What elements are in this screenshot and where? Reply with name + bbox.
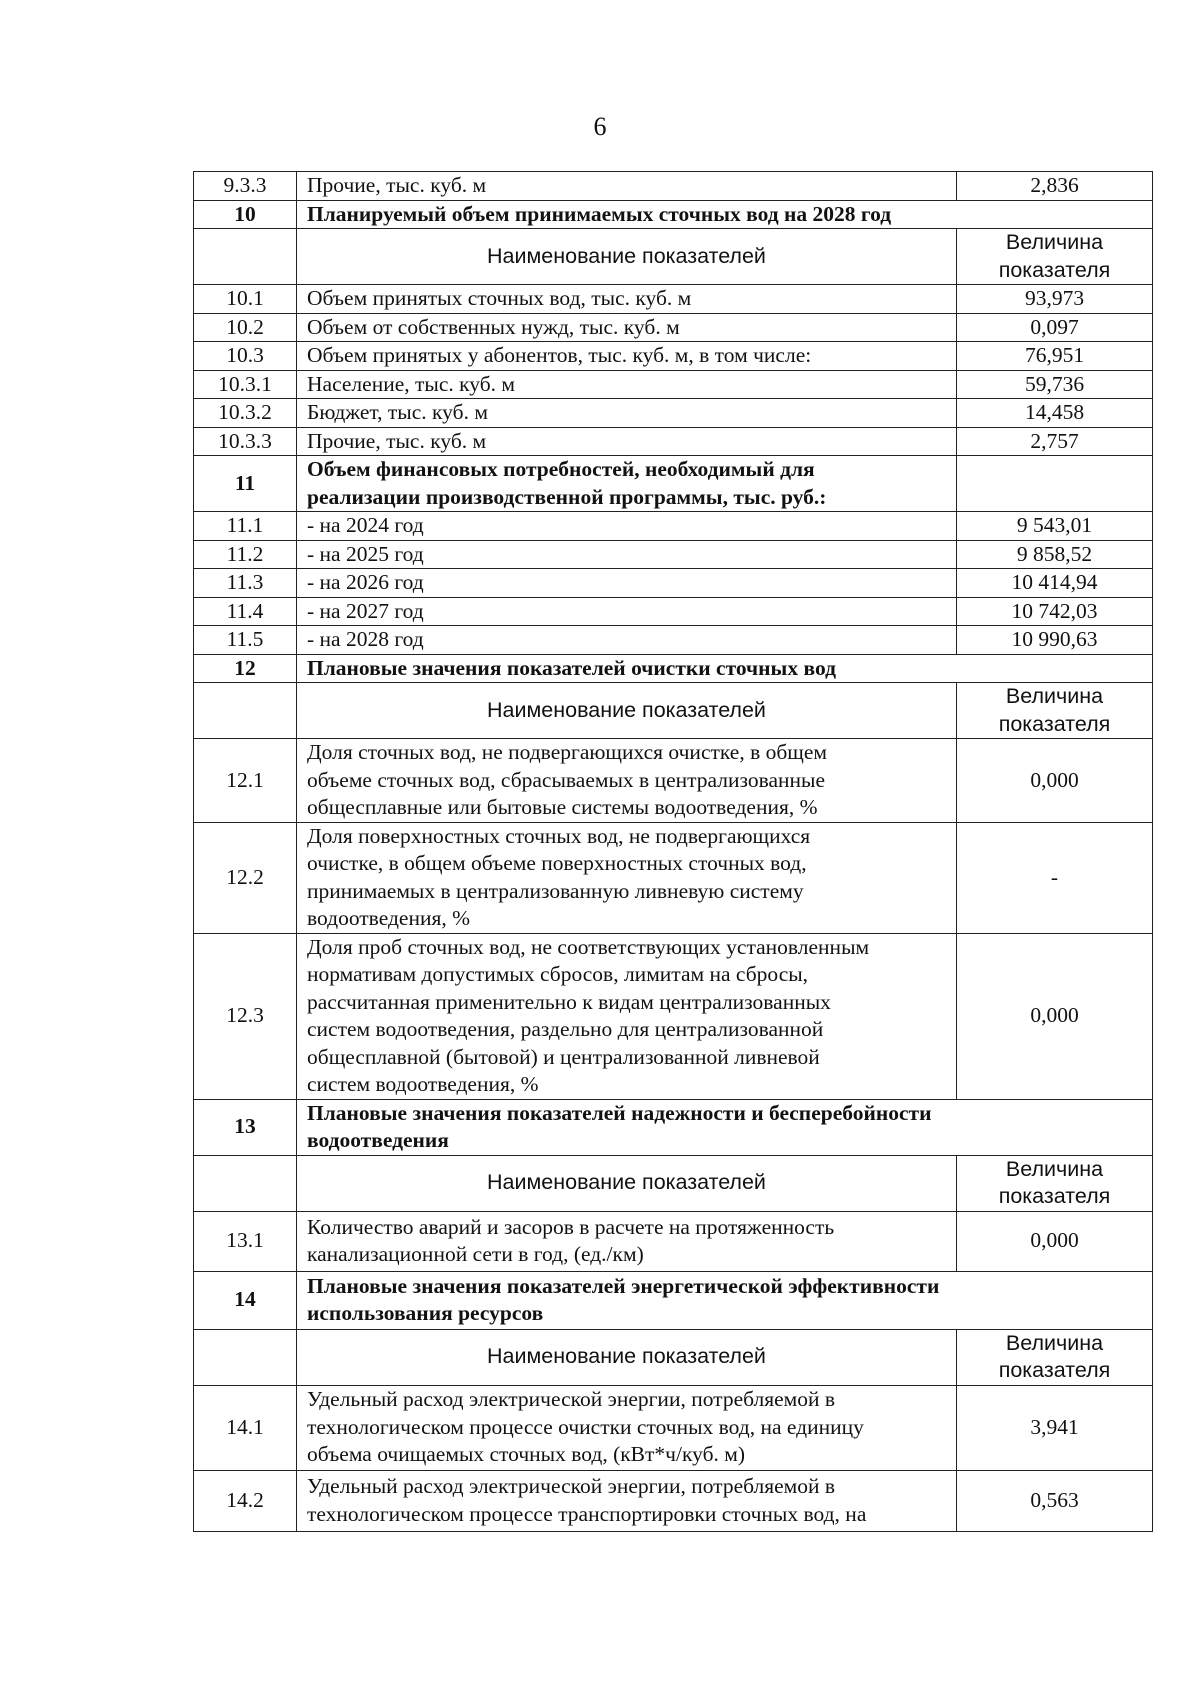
header-empty-cell xyxy=(194,229,297,285)
row-number: 11.5 xyxy=(194,626,297,655)
section-title xyxy=(297,456,957,512)
row-name xyxy=(297,822,957,933)
row-number: 14.2 xyxy=(194,1470,297,1531)
row-number: 10.3.1 xyxy=(194,370,297,399)
row-number: 12.2 xyxy=(194,822,297,933)
row-name-line: принимаемых в централизованную ливневую систему xyxy=(307,878,804,903)
row-name: Прочие, тыс. куб. м xyxy=(297,427,957,456)
section-title-line: водоотведения xyxy=(307,1128,449,1152)
column-header-value-line: показателя xyxy=(998,257,1111,282)
row-name-line: систем водоотведения, % xyxy=(307,1072,539,1096)
table-row xyxy=(194,1470,1153,1531)
row-name: - на 2024 год xyxy=(297,512,957,541)
row-name: Объем принятых сточных вод, тыс. куб. м xyxy=(297,285,957,314)
table-row xyxy=(194,172,1153,201)
row-name: Объем от собственных нужд, тыс. куб. м xyxy=(297,313,957,342)
table-row xyxy=(194,1385,1153,1470)
table-row xyxy=(194,200,1153,229)
column-header-value-line: показателя xyxy=(998,711,1111,736)
row-name xyxy=(297,1385,957,1470)
row-value xyxy=(957,456,1153,512)
row-number: 10.3 xyxy=(194,342,297,371)
page-number: 6 xyxy=(593,112,607,141)
row-name: - на 2026 год xyxy=(297,569,957,598)
column-header-name: Наименование показателей xyxy=(297,683,957,739)
row-number: 9.3.3 xyxy=(194,172,297,201)
table-row xyxy=(194,822,1153,933)
row-name: Объем принятых у абонентов, тыс. куб. м, в том числе: xyxy=(297,342,957,371)
section-title xyxy=(297,1271,1153,1329)
section-title: Плановые значения показателей очистки сточных вод xyxy=(297,654,1153,683)
row-name-line: объема очищаемых сточных вод, (кВт*ч/куб. м) xyxy=(307,1442,746,1467)
table-row xyxy=(194,512,1153,541)
row-value: 0,097 xyxy=(957,313,1153,342)
row-name-line: рассчитанная применительно к видам централизованных xyxy=(307,989,831,1014)
column-header-value-line: Величина xyxy=(1005,230,1104,254)
row-name-line: технологическом процессе транспортировки сточных вод, на xyxy=(307,1501,867,1526)
row-number: 12.1 xyxy=(194,739,297,823)
table-row xyxy=(194,626,1153,655)
row-value: 59,736 xyxy=(957,370,1153,399)
column-header-value-line: Величина xyxy=(1005,1330,1104,1355)
column-header-value xyxy=(957,229,1153,285)
table-row xyxy=(194,370,1153,399)
table-body xyxy=(194,172,1153,1532)
row-number: 11.3 xyxy=(194,569,297,598)
row-name-line: общесплавные или бытовые системы водоотведения, % xyxy=(307,795,818,819)
section-title-line: использования ресурсов xyxy=(307,1301,544,1325)
row-number: 14.1 xyxy=(194,1385,297,1470)
row-value: 14,458 xyxy=(957,399,1153,428)
table-row xyxy=(194,654,1153,683)
header-empty-cell xyxy=(194,1329,297,1385)
section-title-line: Объем финансовых потребностей, необходимый для xyxy=(307,457,815,481)
row-value: 10 414,94 xyxy=(957,569,1153,598)
table-row xyxy=(194,683,1153,739)
row-name xyxy=(297,1470,957,1531)
row-value: 0,000 xyxy=(957,1211,1153,1271)
row-number: 13.1 xyxy=(194,1211,297,1271)
section-number: 13 xyxy=(194,1099,297,1155)
table-row xyxy=(194,456,1153,512)
column-header-value xyxy=(957,683,1153,739)
row-name-line: Количество аварий и засоров в расчете на протяженность xyxy=(307,1214,835,1239)
table-row xyxy=(194,1099,1153,1155)
table-row xyxy=(194,342,1153,371)
section-title: Планируемый объем принимаемых сточных вод на 2028 год xyxy=(297,200,1153,229)
row-name-line: объеме сточных вод, сбрасываемых в централизованные xyxy=(307,767,826,792)
row-name: - на 2027 год xyxy=(297,597,957,626)
row-name-line: Доля поверхностных сточных вод, не подвергающихся xyxy=(307,823,811,848)
row-number: 10.3.3 xyxy=(194,427,297,456)
row-value: 2,836 xyxy=(957,172,1153,201)
column-header-value xyxy=(957,1329,1153,1385)
row-name-line: Удельный расход электрической энергии, потребляемой в xyxy=(307,1474,836,1498)
table-row xyxy=(194,285,1153,314)
table-row xyxy=(194,399,1153,428)
row-value: 0,000 xyxy=(957,739,1153,823)
row-name: Население, тыс. куб. м xyxy=(297,370,957,399)
section-title xyxy=(297,1099,1153,1155)
column-header-name: Наименование показателей xyxy=(297,1155,957,1211)
column-header-value-line: Величина xyxy=(1005,1156,1104,1181)
row-name xyxy=(297,739,957,823)
row-name-line: систем водоотведения, раздельно для централизованной xyxy=(307,1017,824,1041)
header-empty-cell xyxy=(194,1155,297,1211)
column-header-value-line: показателя xyxy=(998,1184,1111,1208)
row-value: 0,563 xyxy=(957,1470,1153,1531)
row-name-line: водоотведения, % xyxy=(307,906,471,930)
table-row xyxy=(194,1271,1153,1329)
header-empty-cell xyxy=(194,683,297,739)
row-value: 10 990,63 xyxy=(957,626,1153,655)
column-header-value-line: Величина xyxy=(1005,684,1104,708)
row-value: 93,973 xyxy=(957,285,1153,314)
row-value: 9 543,01 xyxy=(957,512,1153,541)
row-name xyxy=(297,1211,957,1271)
section-number: 12 xyxy=(194,654,297,683)
row-name-line: Удельный расход электрической энергии, потребляемой в xyxy=(307,1387,836,1412)
table-row xyxy=(194,933,1153,1099)
row-name-line: канализационной сети в год, (ед./км) xyxy=(307,1242,644,1266)
section-number: 10 xyxy=(194,200,297,229)
row-name-line: очистке, в общем объеме поверхностных сточных вод, xyxy=(307,851,807,875)
row-value: - xyxy=(957,822,1153,933)
row-value: 3,941 xyxy=(957,1385,1153,1470)
table-row xyxy=(194,739,1153,823)
section-title-line: Плановые значения показателей энергетической эффективности xyxy=(307,1273,940,1298)
row-number: 10.1 xyxy=(194,285,297,314)
table-row xyxy=(194,1329,1153,1385)
section-title-line: Плановые значения показателей надежности и бесперебойности xyxy=(307,1100,932,1125)
row-number: 11.1 xyxy=(194,512,297,541)
table-row xyxy=(194,1211,1153,1271)
row-name-line: технологическом процессе очистки сточных вод, на единицу xyxy=(307,1414,864,1439)
table-row xyxy=(194,597,1153,626)
row-name xyxy=(297,933,957,1099)
table-row xyxy=(194,313,1153,342)
row-number: 11.4 xyxy=(194,597,297,626)
table-row xyxy=(194,427,1153,456)
section-number: 14 xyxy=(194,1271,297,1329)
row-value: 10 742,03 xyxy=(957,597,1153,626)
column-header-value xyxy=(957,1155,1153,1211)
row-name-line: общесплавной (бытовой) и централизованной ливневой xyxy=(307,1044,820,1069)
row-name-line: Доля проб сточных вод, не соответствующих установленным xyxy=(307,934,870,959)
row-value: 2,757 xyxy=(957,427,1153,456)
row-value: 0,000 xyxy=(957,933,1153,1099)
row-value: 9 858,52 xyxy=(957,540,1153,569)
table-row xyxy=(194,229,1153,285)
row-name: Прочие, тыс. куб. м xyxy=(297,172,957,201)
row-number: 10.2 xyxy=(194,313,297,342)
row-name-line: нормативам допустимых сбросов, лимитам на сбросы, xyxy=(307,962,809,986)
column-header-name: Наименование показателей xyxy=(297,229,957,285)
table-row xyxy=(194,1155,1153,1211)
column-header-value-line: показателя xyxy=(998,1358,1111,1382)
row-name: - на 2025 год xyxy=(297,540,957,569)
indicators-table xyxy=(193,171,1153,1532)
row-number: 11.2 xyxy=(194,540,297,569)
row-name: Бюджет, тыс. куб. м xyxy=(297,399,957,428)
column-header-name: Наименование показателей xyxy=(297,1329,957,1385)
row-number: 10.3.2 xyxy=(194,399,297,428)
row-name-line: Доля сточных вод, не подвергающихся очистке, в общем xyxy=(307,740,827,764)
table-row xyxy=(194,569,1153,598)
table-row xyxy=(194,540,1153,569)
section-title-line: реализации производственной программы, тыс. руб.: xyxy=(307,484,827,509)
row-number: 12.3 xyxy=(194,933,297,1099)
row-name: - на 2028 год xyxy=(297,626,957,655)
row-value: 76,951 xyxy=(957,342,1153,371)
section-number: 11 xyxy=(194,456,297,512)
